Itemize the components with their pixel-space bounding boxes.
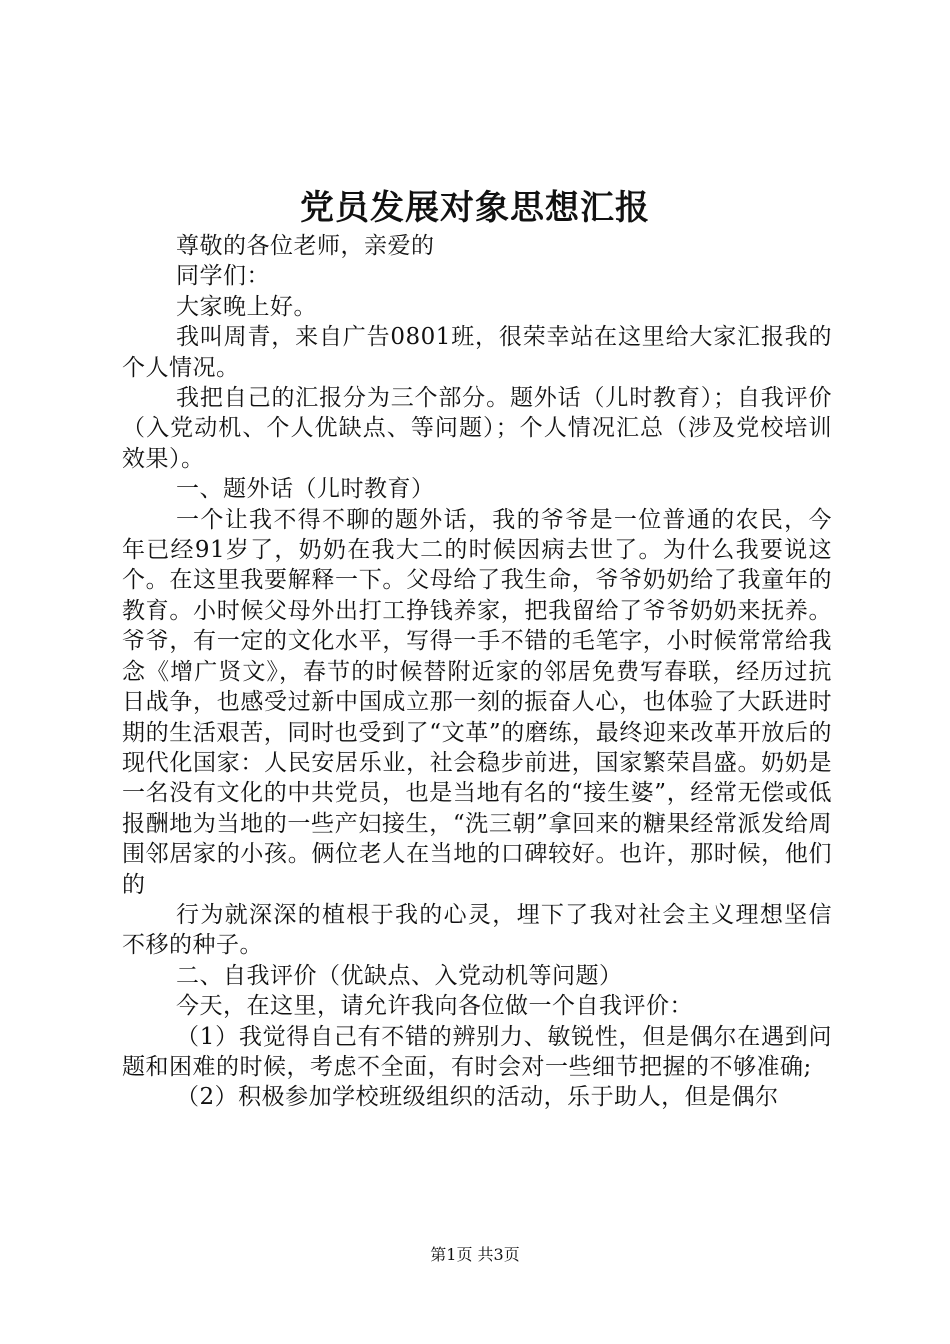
paragraph-point-2: （2）积极参加学校班级组织的活动，乐于助人，但是偶尔 <box>176 1084 779 1111</box>
paragraph-greeting: 大家晚上好。 <box>176 293 318 320</box>
document-body <box>122 231 832 1113</box>
paragraph-point-1: （1）我觉得自己有不错的辨别力、敏锐性，但是偶尔在遇到问题和困难的时候，考虑不全面，有时会对一些细节把握的不够准确; <box>122 1023 832 1080</box>
paragraph-childhood-cont: 行为就深深的植根于我的心灵，埋下了我对社会主义理想坚信不移的种子。 <box>122 901 832 959</box>
paragraph-self-eval-intro: 今天，在这里，请允许我向各位做一个自我评价： <box>176 993 694 1020</box>
paragraph-salutation-cont: 同学们： <box>176 263 271 290</box>
section-heading-2: 二、自我评价（优缺点、入党动机等问题） <box>176 962 623 989</box>
document-title: 党员发展对象思想汇报 <box>300 188 650 228</box>
paragraph-salutation: 尊敬的各位老师，亲爱的 <box>176 233 435 259</box>
paragraph-intro: 我叫周青，来自广告0801班，很荣幸站在这里给大家汇报我的个人情况。 <box>122 324 832 381</box>
section-heading-1: 一、题外话（儿时教育） <box>176 476 435 503</box>
page-number: 第1页 共3页 <box>430 1245 520 1264</box>
paragraph-outline: 我把自己的汇报分为三个部分。题外话（儿时教育）；自我评价（入党动机、个人优缺点、等问题）；个人情况汇总（涉及党校培训效果）。 <box>122 385 832 472</box>
paragraph-childhood: 一个让我不得不聊的题外话，我的爷爷是一位普通的农民，今年已经91岁了，奶奶在我大二的时候因病去世了。为什么我要说这个。在这里我要解释一下。父母给了我生命，爷爷奶奶给了我童年的教育。小时候父母外出打工挣钱养家，把我留给了爷爷奶奶来抚养。爷爷，有一定的文化水平，写得一手不错的毛笔字，小时候常常给我念《增广贤文》，春节的时候替附近家的邻居免费写春联，经历过抗日战争，也感受过新中国成立那一刻的振奋人心，也体验了大跃进时期的生活艰苦，同时也受到了“文革”的磨练，最终迎来改革开放后的现代化国家：人民安居乐业，社会稳步前进，国家繁荣昌盛。奶奶是一名没有文化的中共党员，也是当地有名的“接生婆”，经常无偿或低报酬地为当地的一些产妇接生，“洗三朝”拿回来的糖果经常派发给周围邻居家的小孩。俩位老人在当地的口碑较好。也许，那时候，他们的 <box>122 506 832 898</box>
